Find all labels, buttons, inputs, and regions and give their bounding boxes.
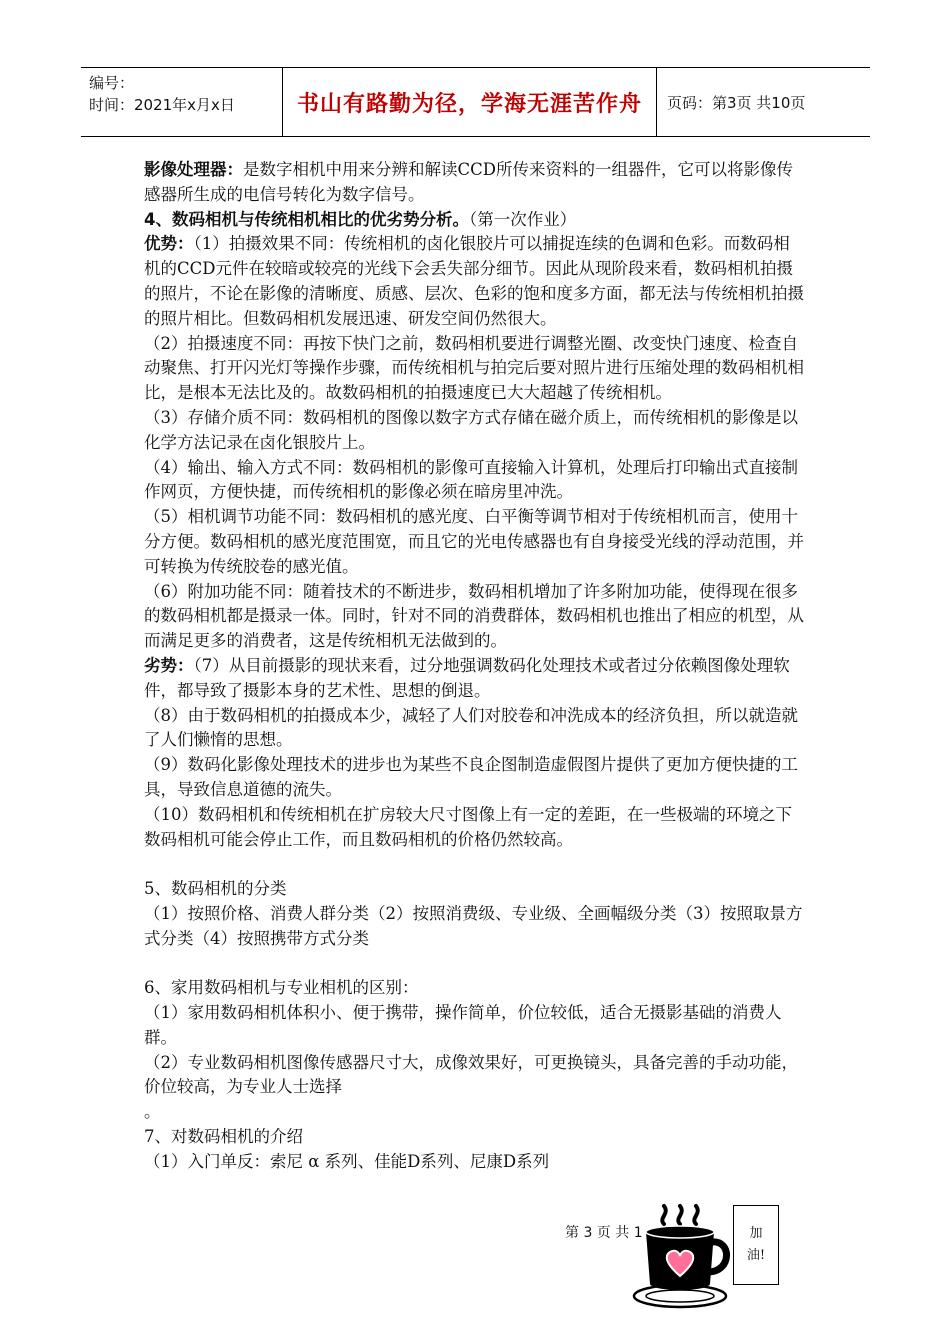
adv-item-1 bbox=[144, 232, 806, 331]
jiayou-note bbox=[733, 1205, 779, 1285]
header-motto: 书山有路勤为径，学海无涯苦作舟 bbox=[296, 91, 642, 117]
adv-item-6: （6）附加功能不同：随着技术的不断进步，数码相机增加了许多附加功能，使得现在很多的数码相机都是摄录一体。同时，针对不同的消费群体，数码相机也推出了相应的机型，从而满足更多的消费者，这是传统相机无法做到的。 bbox=[144, 581, 804, 651]
document-body bbox=[144, 158, 806, 1175]
coffee-cup-icon bbox=[628, 1200, 738, 1312]
header-page-info: 页码：第3页 共10页 bbox=[667, 93, 806, 112]
section4-title: 4、数码相机与传统相机相比的优劣势分析。 bbox=[144, 209, 469, 229]
dis-item-10: （10）数码相机和传统相机在扩房较大尺寸图像上有一定的差距，在一些极端的环境之下数码相机可能会停止工作，而且数码相机的价格仍然较高。 bbox=[144, 804, 792, 849]
section4-note: （第一次作业） bbox=[468, 209, 577, 229]
adv-item-4: （4）输出、输入方式不同：数码相机的影像可直接输入计算机，处理后打印输出式直接制作网页，方便快捷，而传统相机的影像必须在暗房里冲洗。 bbox=[144, 457, 798, 502]
section6-trailing: 。 bbox=[144, 1102, 161, 1122]
section6-item-2: （2）专业数码相机图像传感器尺寸大，成像效果好，可更换镜头，具备完善的手动功能，价位较高，为专业人士选择 bbox=[144, 1052, 798, 1097]
header-number: 编号： bbox=[89, 74, 135, 92]
adv-label: 优势： bbox=[144, 234, 194, 254]
intro-paragraph bbox=[144, 158, 806, 208]
section5-title: 5、数码相机的分类 bbox=[144, 879, 287, 899]
jiayou-line-2: 油! bbox=[746, 1248, 766, 1263]
section7-title: 7、对数码相机的介绍 bbox=[144, 1127, 303, 1147]
header-meta bbox=[81, 68, 283, 136]
section4-heading bbox=[144, 208, 806, 233]
jiayou-line-1: 加 bbox=[749, 1226, 763, 1241]
header-motto-cell bbox=[283, 68, 657, 136]
dis-item-8: （8）由于数码相机的拍摄成本少，减轻了人们对胶卷和冲洗成本的经济负担，所以就造就了人们懒惰的思想。 bbox=[144, 705, 798, 750]
adv-item-2: （2）拍摄速度不同：再按下快门之前，数码相机要进行调整光圈、改变快门速度、检查自动聚焦、打开闪光灯等操作步骤，而传统相机与拍完后要对照片进行压缩处理的数码相机相比，是根本无法比及的。故数码相机的拍摄速度已大大超越了传统相机。 bbox=[144, 333, 804, 403]
dis-label: 劣势： bbox=[144, 655, 194, 675]
dis-item-9: （9）数码化影像处理技术的进步也为某些不良企图制造虚假图片提供了更加方便快捷的工具，导致信息道德的流失。 bbox=[144, 755, 798, 799]
adv-item-5: （5）相机调节功能不同：数码相机的感光度、白平衡等调节相对于传统相机而言，使用十分方便。数码相机的感光度范围宽，而且它的光电传感器也有自身接受光线的浮动范围，并可转换为传统胶卷的感光值。 bbox=[144, 507, 804, 576]
section6-item-1: （1）家用数码相机体积小、便于携带，操作简单，价位较低，适合无摄影基础的消费人群。 bbox=[144, 1003, 782, 1047]
page-header bbox=[81, 67, 870, 137]
intro-text: 是数字相机中用来分辨和解读CCD所传来资料的一组器件，它可以将影像传感器所生成的电信号转化为数字信号。 bbox=[144, 160, 793, 204]
section5-text: （1）按照价格、消费人群分类（2）按照消费级、专业级、全画幅级分类（3）按照取景方式分类（4）按照携带方式分类 bbox=[144, 903, 803, 948]
header-time: 时间：2021年x月x日 bbox=[89, 96, 235, 114]
adv-item-1-text: （1）拍摄效果不同：传统相机的卤化银胶片可以捕捉连续的色调和色彩。而数码相机的CCD元件在较暗或较亮的光线下会丢失部分细节。因此从现阶段来看，数码相机拍摄的照片，不论在影像的清晰度、质感、层次、色彩的饱和度多方面，都无法与传统相机拍摄的照片相比。但数码相机发展迅速、研发空间仍然很大。 bbox=[144, 234, 804, 328]
intro-term: 影像处理器： bbox=[144, 160, 243, 179]
section6-title: 6、家用数码相机与专业相机的区别： bbox=[144, 978, 419, 998]
dis-item-7 bbox=[144, 654, 806, 704]
adv-item-3: （3）存储介质不同：数码相机的图像以数字方式存储在磁介质上，而传统相机的影像是以化学方法记录在卤化银胶片上。 bbox=[144, 407, 798, 452]
section7-item-1: （1）入门单反：索尼 α 系列、佳能D系列、尼康D系列 bbox=[144, 1151, 550, 1171]
spacer bbox=[144, 852, 806, 877]
footer-page-number: 第 3 页 共 1 bbox=[565, 1225, 643, 1241]
dis-item-7-text: （7）从目前摄影的现状来看，过分地强调数码化处理技术或者过分依赖图像处理软件，都导致了摄影本身的艺术性、思想的倒退。 bbox=[144, 655, 790, 700]
spacer bbox=[144, 952, 806, 977]
